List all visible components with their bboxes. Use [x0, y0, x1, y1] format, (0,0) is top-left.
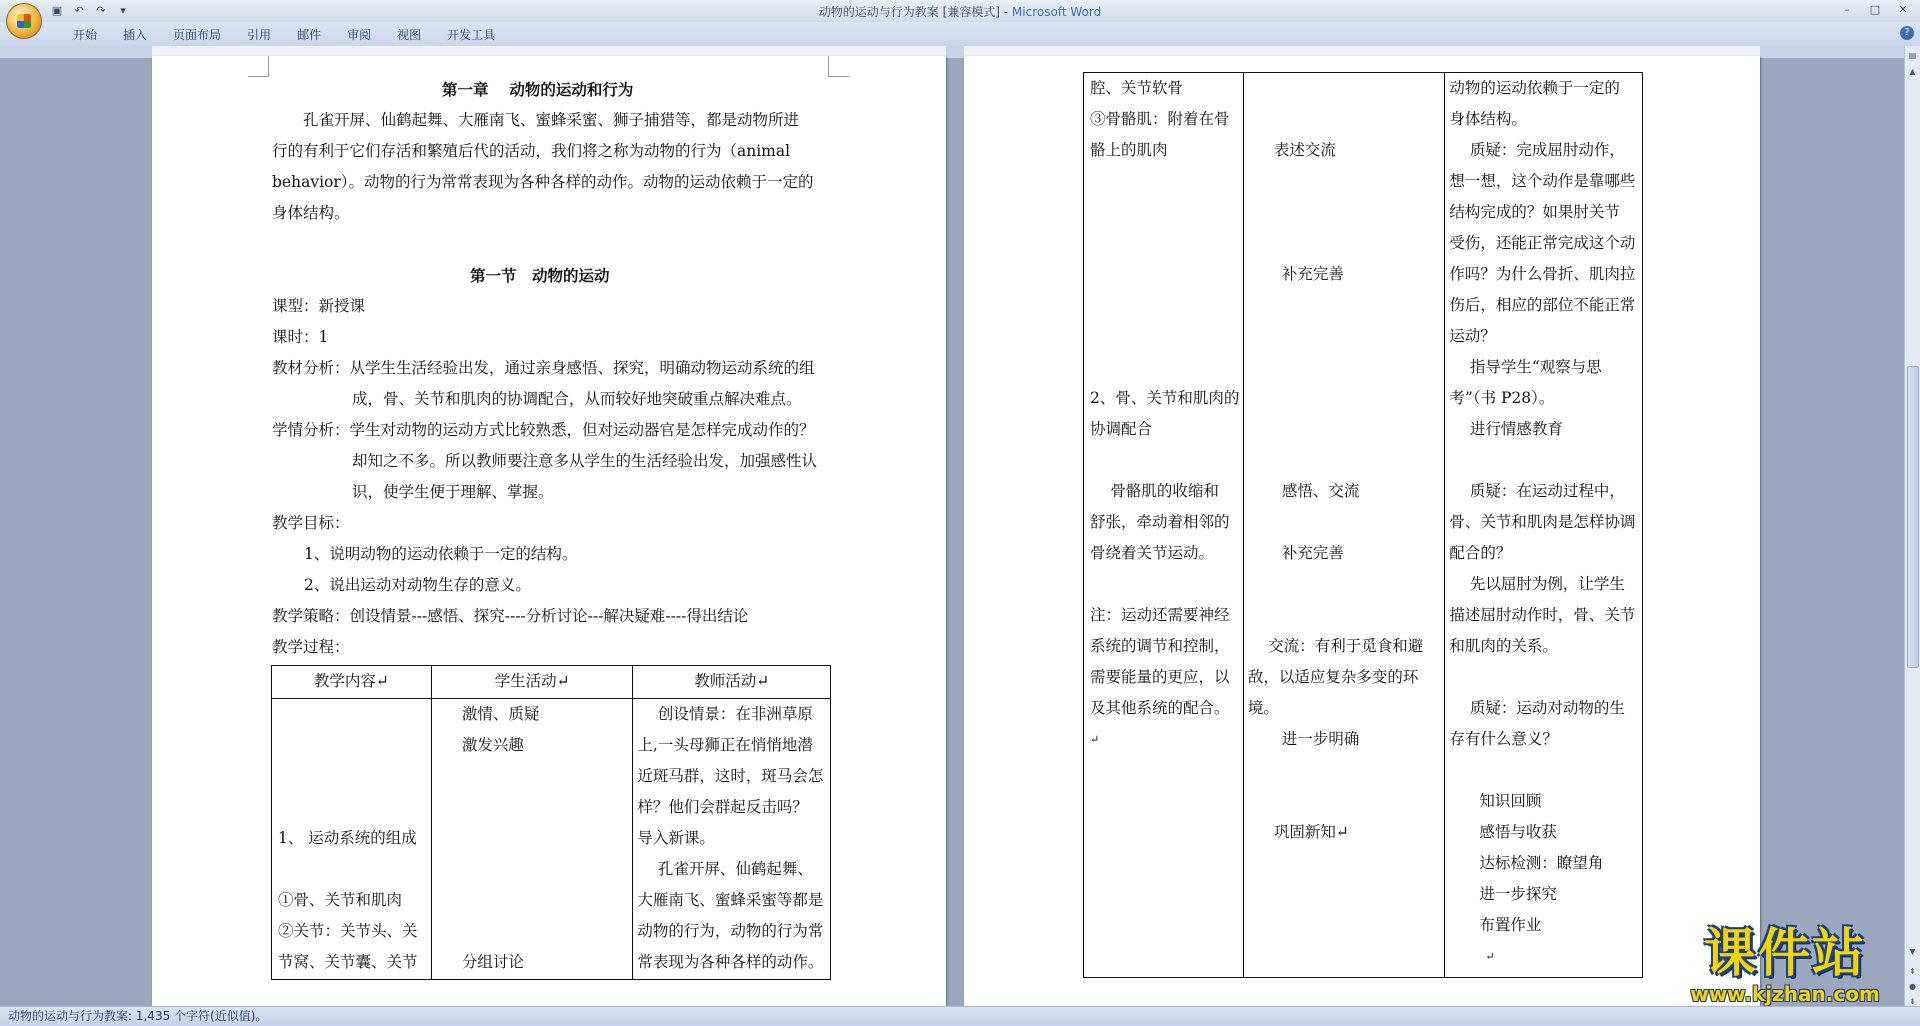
- tab-review[interactable]: 审阅: [347, 28, 372, 42]
- next-page-icon[interactable]: ⇟: [1909, 997, 1916, 1006]
- cell-line: 进行情感教育: [1449, 420, 1563, 438]
- cell-line: 表述交流: [1273, 141, 1336, 159]
- cell-line: 需要能量的更应，以: [1090, 668, 1230, 686]
- cell-line: 知识回顾: [1479, 792, 1542, 810]
- cell-line: 注：运动还需要神经: [1090, 606, 1230, 624]
- cell-line: 及其他系统的配合。: [1090, 699, 1230, 717]
- cell-line: 动物的运动依赖于一定的: [1449, 79, 1620, 97]
- cell-line: 样？他们会群起反击吗？: [637, 798, 808, 816]
- goal-item: 1、说明动物的运动依赖于一定的结构。: [304, 545, 578, 563]
- office-button[interactable]: [6, 3, 42, 39]
- table-cell: [272, 699, 432, 980]
- cell-line: 描述屈肘动作时，骨、关节: [1449, 606, 1636, 624]
- cell-line: 感悟与收获: [1479, 823, 1557, 841]
- office-logo-icon: [17, 14, 31, 28]
- cell-line: 受伤，还能正常完成这个动: [1449, 234, 1636, 252]
- cell-line: 创设情景：在非洲草原: [637, 705, 813, 723]
- tab-developer[interactable]: 开发工具: [447, 28, 496, 42]
- customize-icon[interactable]: ▾: [120, 4, 126, 17]
- cell-line: 先以屈肘为例，让学生: [1449, 575, 1625, 593]
- cell-line: 上,一头母狮正在悄悄地潜: [637, 736, 813, 754]
- cell-line: 动物的行为，动物的行为常: [637, 922, 824, 940]
- cell-line: 分组讨论: [461, 953, 524, 971]
- cell-line: 进一步探究: [1479, 885, 1557, 903]
- cell-line: 考”（书 P28）。: [1449, 389, 1555, 407]
- lesson-hours: 课时：1: [272, 328, 329, 346]
- paragraph-line: behavior）。动物的行为常常表现为各种各样的动作。动物的运动依赖于一定的: [272, 173, 814, 191]
- table-cell: [1084, 73, 1244, 978]
- cell-line: 作吗？为什么骨折、肌肉拉: [1449, 265, 1636, 283]
- cell-line: 达标检测：瞭望角: [1479, 854, 1604, 872]
- cell-line: 2、骨、关节和肌肉的: [1090, 389, 1240, 407]
- cell-line: 协调配合: [1090, 420, 1153, 438]
- lesson-table-continued: [1083, 72, 1643, 978]
- paragraph-line: 行的有利于它们存活和繁殖后代的活动，我们将之称为动物的行为（animal: [272, 142, 791, 160]
- tab-references[interactable]: 引用: [247, 28, 272, 42]
- student-analysis-cont: 却知之不多。所以教师要注意多从学生的生活经验出发，加强感性认: [352, 452, 818, 470]
- cell-line: 感悟、交流: [1281, 482, 1360, 500]
- cell-line: 补充完善: [1281, 265, 1344, 283]
- cell-line: ①骨、关节和肌肉: [278, 891, 403, 909]
- cell-line: 骨、关节和肌肉是怎样协调: [1449, 513, 1636, 531]
- cell-line: 系统的调节和控制，: [1090, 637, 1230, 655]
- cell-line: 骨骼肌的收缩和: [1090, 482, 1219, 500]
- app-name: Microsoft Word: [1011, 5, 1102, 19]
- cell-line: 质疑：在运动过程中，: [1449, 482, 1625, 500]
- cell-line: 身体结构。: [1449, 110, 1527, 128]
- tab-insert[interactable]: 插入: [123, 28, 148, 42]
- cell-line: ③骨骼肌：附着在骨: [1090, 110, 1230, 128]
- lesson-table: [271, 665, 831, 980]
- tab-home[interactable]: 开始: [73, 28, 98, 42]
- cell-line: 运动？: [1449, 327, 1496, 345]
- document-page-2[interactable]: [964, 56, 1760, 1006]
- document-page-1[interactable]: [152, 56, 946, 1006]
- paragraph-mark: ↵: [1090, 733, 1100, 746]
- paragraph-mark: ↵: [1485, 950, 1495, 963]
- table-header: 教学内容↵: [272, 666, 432, 699]
- cell-line: 和肌肉的关系。: [1449, 637, 1558, 655]
- window-controls: [1834, 1, 1916, 19]
- maximize-button[interactable]: □: [1869, 3, 1881, 16]
- paragraph-line: 孔雀开屏、仙鹤起舞、大雁南飞、蜜蜂采蜜、狮子捕猎等，都是动物所进: [272, 111, 800, 129]
- table-cell: [1445, 73, 1643, 978]
- cell-line: 节窝、关节囊、关节: [278, 953, 418, 971]
- table-row: [272, 699, 831, 980]
- window-title: [0, 3, 1920, 20]
- material-analysis: 教材分析：从学生生活经验出发，通过亲身感悟、探究，明确动物运动系统的组: [272, 359, 815, 377]
- ribbon: [0, 22, 1920, 47]
- scroll-up-icon[interactable]: ▲: [1909, 67, 1916, 76]
- cell-line: 骼上的肌肉: [1090, 141, 1168, 159]
- status-bar: [0, 1006, 1920, 1026]
- table-row: [1084, 73, 1643, 978]
- undo-icon[interactable]: ↶: [74, 4, 84, 17]
- watermark-text: 课件站: [1703, 924, 1866, 984]
- table-header-row: [272, 666, 831, 699]
- cell-line: 常表现为各种各样的动作。: [637, 953, 824, 971]
- cell-line: 结构完成的？如果肘关节: [1449, 203, 1620, 221]
- chapter-title: 第一章 动物的运动和行为: [442, 80, 634, 99]
- cell-line: 1、 运动系统的组成: [278, 829, 417, 847]
- cell-line: 配合的？: [1449, 544, 1512, 562]
- cell-line: 想一想，这个动作是靠哪些: [1449, 172, 1636, 190]
- table-cell: [431, 699, 633, 980]
- cell-line: 布置作业: [1479, 916, 1542, 934]
- watermark-url: www.kjzhan.com: [1690, 982, 1880, 1006]
- paragraph-line: 身体结构。: [272, 204, 350, 222]
- cell-line: ②关节：关节头、关: [278, 922, 418, 940]
- tab-mailings[interactable]: 邮件: [297, 28, 322, 42]
- cell-line: 境。: [1247, 699, 1279, 717]
- cell-line: 舒张，牵动着相邻的: [1090, 513, 1230, 531]
- vertical-scrollbar[interactable]: [1904, 46, 1920, 1006]
- minimize-button[interactable]: –: [1844, 3, 1850, 16]
- material-analysis-cont: 成，骨、关节和肌肉的协调配合，从而较好地突破重点解决难点。: [352, 390, 802, 408]
- cell-line: 巩固新知↵: [1273, 823, 1349, 841]
- table-header: 学生活动↵: [431, 666, 633, 699]
- close-button[interactable]: ✕: [1898, 3, 1908, 16]
- ruler-toggle-icon[interactable]: ▤: [1908, 51, 1917, 60]
- cell-line: 导入新课。: [637, 829, 715, 847]
- lesson-type: 课型：新授课: [272, 297, 366, 315]
- cell-line: 激发兴趣: [461, 736, 524, 754]
- goal-item: 2、说出运动对动物生存的意义。: [304, 576, 531, 594]
- crop-mark: [248, 56, 269, 77]
- crop-mark: [828, 56, 849, 77]
- teaching-strategy: 教学策略：创设情景---感悟、探究----分析讨论---解决疑难----得出结论: [272, 607, 749, 625]
- document-title: 动物的运动与行为教案 [兼容模式] -: [818, 5, 1012, 19]
- section-title: 第一节 动物的运动: [470, 266, 610, 285]
- cell-line: 伤后，相应的部位不能正常: [1449, 296, 1636, 314]
- scroll-down-icon[interactable]: ▼: [1909, 947, 1916, 956]
- watermark-logo: [1660, 925, 1910, 1005]
- cell-line: 近斑马群，这时，斑马会怎: [637, 767, 824, 785]
- table-cell: [633, 699, 831, 980]
- tab-page-layout[interactable]: 页面布局: [173, 28, 222, 42]
- cell-line: 质疑：运动对动物的生: [1449, 699, 1625, 717]
- teaching-goals: 教学目标：: [272, 514, 350, 532]
- cell-line: 孔雀开屏、仙鹤起舞、: [637, 860, 813, 878]
- save-icon[interactable]: ▣: [51, 4, 63, 17]
- cell-line: 骨绕着关节运动。: [1090, 544, 1215, 562]
- scroll-thumb[interactable]: [1907, 366, 1919, 668]
- ribbon-tabs: [60, 26, 508, 44]
- cell-line: 腔、关节软骨: [1090, 79, 1184, 97]
- help-icon[interactable]: ?: [1900, 26, 1914, 40]
- cell-line: 大雁南飞、蜜蜂采蜜等都是: [637, 891, 824, 909]
- cell-line: 补充完善: [1281, 544, 1344, 562]
- cell-line: 指导学生“观察与思: [1449, 358, 1602, 376]
- cell-line: 质疑：完成屈肘动作，: [1449, 141, 1625, 159]
- redo-icon[interactable]: ↷: [96, 4, 106, 17]
- word-count-status[interactable]: 动物的运动与行为教案: 1,435 个字符(近似值)。: [8, 1009, 268, 1023]
- student-analysis-cont: 识，使学生便于理解、掌握。: [352, 483, 554, 501]
- cell-line: 交流：有利于觅食和避: [1247, 637, 1424, 655]
- student-analysis: 学情分析：学生对动物的运动方式比较熟悉，但对运动器官是怎样完成动作的？: [272, 421, 815, 439]
- cell-line: 进一步明确: [1281, 730, 1360, 748]
- table-header: 教师活动↵: [633, 666, 831, 699]
- select-browse-object-icon[interactable]: ●: [1909, 982, 1916, 991]
- table-cell: [1243, 73, 1445, 978]
- previous-page-icon[interactable]: ⇞: [1909, 967, 1916, 976]
- cell-line: 敌，以适应复杂多变的环: [1247, 668, 1419, 686]
- cell-line: 存有什么意义？: [1449, 730, 1558, 748]
- title-bar: [0, 0, 1920, 23]
- teaching-process: 教学过程：: [272, 638, 350, 656]
- tab-view[interactable]: 视图: [397, 28, 422, 42]
- cell-line: 激情、质疑: [461, 705, 540, 723]
